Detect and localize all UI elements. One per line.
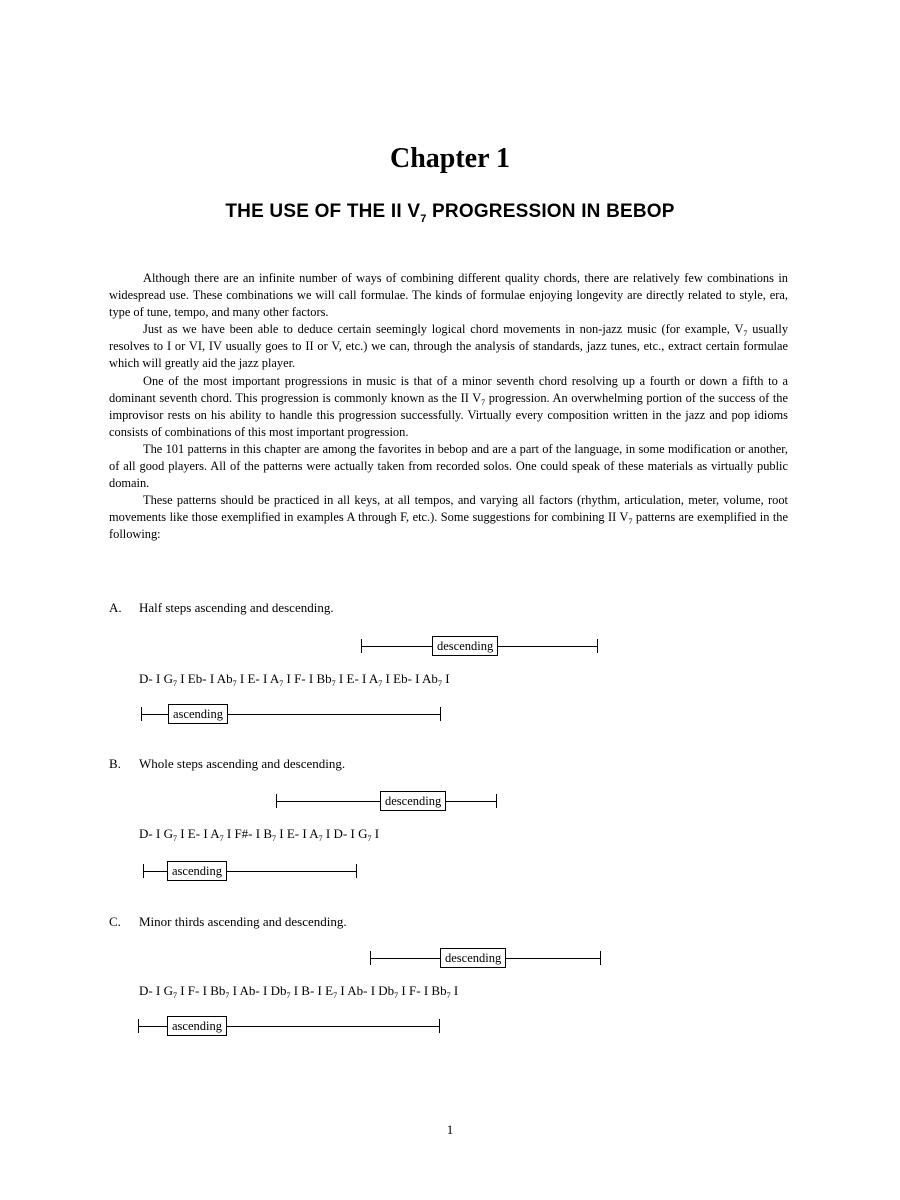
descending-label: descending <box>380 791 446 811</box>
chord-subscript: 7 <box>378 679 383 688</box>
ascending-label: ascending <box>167 1016 227 1036</box>
example-a-label <box>109 600 334 616</box>
chord-symbol: A <box>366 671 379 686</box>
chord-symbol: Bb <box>428 983 447 998</box>
chord-symbol: I <box>401 983 406 998</box>
intro-text <box>109 270 788 544</box>
chord-symbol: I <box>445 671 450 686</box>
page-number: 1 <box>446 1122 454 1137</box>
chord-symbol: Ab <box>214 671 233 686</box>
example-letter: A. <box>109 600 122 615</box>
chord-symbol: I <box>239 671 245 686</box>
chord-symbol: I <box>340 983 345 998</box>
intro-paragraph: Just as we have been able to deduce certain seemingly logical chord movements in non-jazz music (for example, $V_7$ usually resolves to I or VI, IV usually goes to II or V, etc.) we can, through the analysis of standards, jazz tunes, etc., extract certain formulae which will greatly aid the jazz player. <box>109 322 789 371</box>
chord-symbol: Bb <box>206 983 226 998</box>
descending-label: descending <box>432 636 498 656</box>
chord-symbol: F- <box>405 983 424 998</box>
chord-symbol: Eb- <box>184 671 210 686</box>
intro-paragraph: Although there are an infinite number of ways of combining different quality chords, there are relatively few combinations in widespread use. These combinations we will call formulae. The kinds of formulae enjoying longevity are directly related to style, era, type of tune, tempo, and many other factors. <box>109 271 788 320</box>
chord-symbol: I <box>203 826 208 841</box>
chord-symbol: I <box>415 671 420 686</box>
chord-symbol: Ab <box>419 671 438 686</box>
chord-symbol: I <box>350 826 355 841</box>
chord-subscript: 7 <box>225 991 230 1000</box>
chord-symbol: I <box>308 671 314 686</box>
section-heading <box>0 201 900 223</box>
heading-subscript: 7 <box>420 213 427 225</box>
chord-subscript: 7 <box>286 991 291 1000</box>
example-letter: B. <box>109 756 121 771</box>
chord-symbol: I <box>155 983 161 998</box>
chord-symbol: I <box>226 826 232 841</box>
chord-symbol: I <box>155 826 161 841</box>
chord-symbol: Bb <box>313 671 332 686</box>
chord-symbol: I <box>180 671 185 686</box>
intro-paragraph: One of the most important progressions in music is that of a minor seventh chord resolving up a fourth or down a fifth to a dominant seventh chord. This progression is commonly known as the II $V_7$ progression. An overwhelming portion of the success of the improvisor rests on his ability to handle this progression successfully. Virtually every composition written in the jazz and pop idioms consists of combinations of this most important progression. <box>109 373 788 439</box>
chord-symbol: E- <box>244 671 263 686</box>
chord-symbol: B- <box>298 983 318 998</box>
chord-subscript: 7 <box>172 834 177 843</box>
chord-subscript: 7 <box>272 834 277 843</box>
example-letter: C. <box>109 914 121 929</box>
ascending-bracket <box>138 1016 440 1038</box>
example-caption: Whole steps ascending and descending. <box>139 756 346 771</box>
chord-symbol: I <box>286 671 291 686</box>
ascending-bracket <box>141 704 441 726</box>
chord-subscript: 7 <box>232 679 237 688</box>
chord-progression <box>139 671 450 687</box>
chord-symbol: B <box>260 826 273 841</box>
chord-symbol: F- <box>184 983 203 998</box>
chord-symbol: I <box>302 826 307 841</box>
intro-paragraph: The 101 patterns in this chapter are among the favorites in bebop and are a part of the language, in some modification or another, of all good players. All of the patterns were actually taken from recorded solos. One could speak of these materials as virtually public domain. <box>109 441 788 491</box>
chord-subscript: 7 <box>367 834 372 843</box>
example-caption: Minor thirds ascending and descending. <box>139 914 347 929</box>
chord-symbol: Db <box>267 983 287 998</box>
descending-label: descending <box>440 948 506 968</box>
chord-symbol: Eb- <box>389 671 416 686</box>
chord-symbol: I <box>338 671 344 686</box>
chord-subscript: 7 <box>172 991 177 1000</box>
chord-symbol: Ab- <box>236 983 263 998</box>
chord-progression <box>139 826 379 842</box>
example-c-label <box>109 914 347 930</box>
descending-bracket <box>361 636 598 658</box>
chord-symbol: I <box>262 983 268 998</box>
chord-symbol: A <box>267 671 280 686</box>
chord-symbol: I <box>374 826 380 841</box>
chord-symbol: E <box>321 983 334 998</box>
chord-symbol: F#- <box>231 826 256 841</box>
chord-subscript: 7 <box>437 679 442 688</box>
chord-symbol: I <box>362 671 367 686</box>
chord-symbol: G <box>160 826 173 841</box>
chord-subscript: 7 <box>219 834 224 843</box>
chord-subscript: 7 <box>331 679 336 688</box>
chord-symbol: D- <box>139 671 156 686</box>
chord-subscript: 7 <box>318 834 323 843</box>
chord-symbol: I <box>209 671 215 686</box>
ascending-label: ascending <box>167 861 227 881</box>
chord-symbol: F- <box>290 671 309 686</box>
chord-subscript: 7 <box>172 679 177 688</box>
chord-subscript: 7 <box>394 991 399 1000</box>
chord-symbol: I <box>232 983 237 998</box>
ascending-bracket <box>143 861 357 883</box>
chord-progression <box>139 983 458 999</box>
descending-bracket <box>276 791 497 813</box>
chord-symbol: D- <box>330 826 351 841</box>
chord-symbol: I <box>423 983 429 998</box>
chord-subscript: 7 <box>279 679 284 688</box>
heading-suffix: PROGRESSION IN BEBOP <box>426 201 675 222</box>
ascending-label: ascending <box>168 704 228 724</box>
chord-symbol: E- <box>283 826 303 841</box>
chord-symbol: Db <box>375 983 395 998</box>
chord-symbol: I <box>293 983 299 998</box>
chapter-title: Chapter 1 <box>389 143 511 174</box>
chord-symbol: E- <box>343 671 363 686</box>
chord-symbol: G <box>354 826 368 841</box>
chord-symbol: A <box>207 826 220 841</box>
chord-symbol: G <box>160 671 173 686</box>
chord-symbol: I <box>255 826 261 841</box>
chord-symbol: I <box>279 826 284 841</box>
chord-symbol: I <box>262 671 268 686</box>
chord-symbol: G <box>160 983 173 998</box>
chord-symbol: I <box>453 983 459 998</box>
chord-symbol: I <box>155 671 161 686</box>
chord-symbol: I <box>180 983 185 998</box>
intro-paragraph: These patterns should be practiced in all keys, at all tempos, and varying all factors (rhythm, articulation, meter, volume, root movements like those exemplified in examples A through F, etc.). Some suggestions for combining II $V_7$ patterns are exemplified in the following: <box>109 493 788 542</box>
descending-bracket <box>370 948 601 970</box>
chord-symbol: A <box>306 826 319 841</box>
chord-symbol: I <box>180 826 185 841</box>
chord-symbol: I <box>317 983 322 998</box>
chord-subscript: 7 <box>446 991 451 1000</box>
chord-symbol: Ab- <box>344 983 371 998</box>
chord-symbol: I <box>370 983 376 998</box>
chord-symbol: D- <box>139 826 156 841</box>
heading-prefix: THE USE OF THE II V <box>225 201 421 222</box>
example-caption: Half steps ascending and descending. <box>139 600 334 615</box>
example-b-label <box>109 756 345 772</box>
chord-subscript: 7 <box>333 991 338 1000</box>
chord-symbol: I <box>202 983 207 998</box>
chord-symbol: D- <box>139 983 156 998</box>
chord-symbol: I <box>385 671 390 686</box>
chord-symbol: E- <box>184 826 204 841</box>
chord-symbol: I <box>325 826 331 841</box>
